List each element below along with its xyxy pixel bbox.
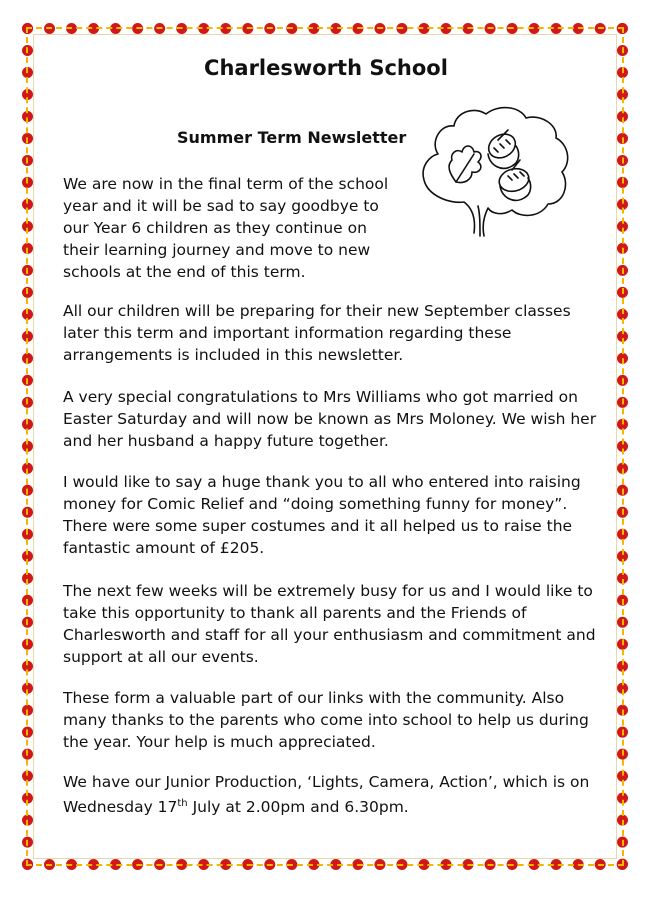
paragraph-junior-production	[63, 771, 603, 818]
page-title: Charlesworth School	[204, 56, 448, 80]
paragraph-congratulations: A very special congratulations to Mrs Williams who got married on Easter Saturday and will now be known as Mrs Moloney. We wish her and her husband a happy future together.	[63, 388, 597, 450]
paragraph-september-classes: All our children will be preparing for their new September classes later this term and important information regarding these arrangements is included in this newsletter.	[63, 302, 571, 364]
date-suffix: th	[177, 798, 188, 809]
paragraph-busy-weeks: The next few weeks will be extremely busy for us and I would like to take this opportunity to thank all parents and the Friends of Charlesworth and staff for all your enthusiasm and commitment and support at all our events.	[63, 582, 596, 666]
paragraph-community-links: These form a valuable part of our links with the community. Also many thanks to the parents who come into school to help us during the year. Your help is much appreciated.	[63, 689, 589, 751]
oak-tree-acorns-icon	[416, 100, 576, 240]
paragraph-final-term: We are now in the final term of the school year and it will be sad to say goodbye to our Year 6 children as they continue on their learning journey and move to new schools at the end of this term.	[63, 175, 389, 281]
paragraph-comic-relief: I would like to say a huge thank you to all who entered into raising money for Comic Relief and “doing something funny for money”. There were some super costumes and it all helped us to raise the fantastic amount of £205.	[63, 473, 581, 557]
newsletter-subtitle: Summer Term Newsletter	[177, 128, 407, 147]
production-times: July at 2.00pm and 6.30pm.	[187, 798, 409, 817]
production-text: We have our Junior Production, ‘Lights, Camera, Action’, which is on Wednesday 17	[63, 773, 590, 817]
